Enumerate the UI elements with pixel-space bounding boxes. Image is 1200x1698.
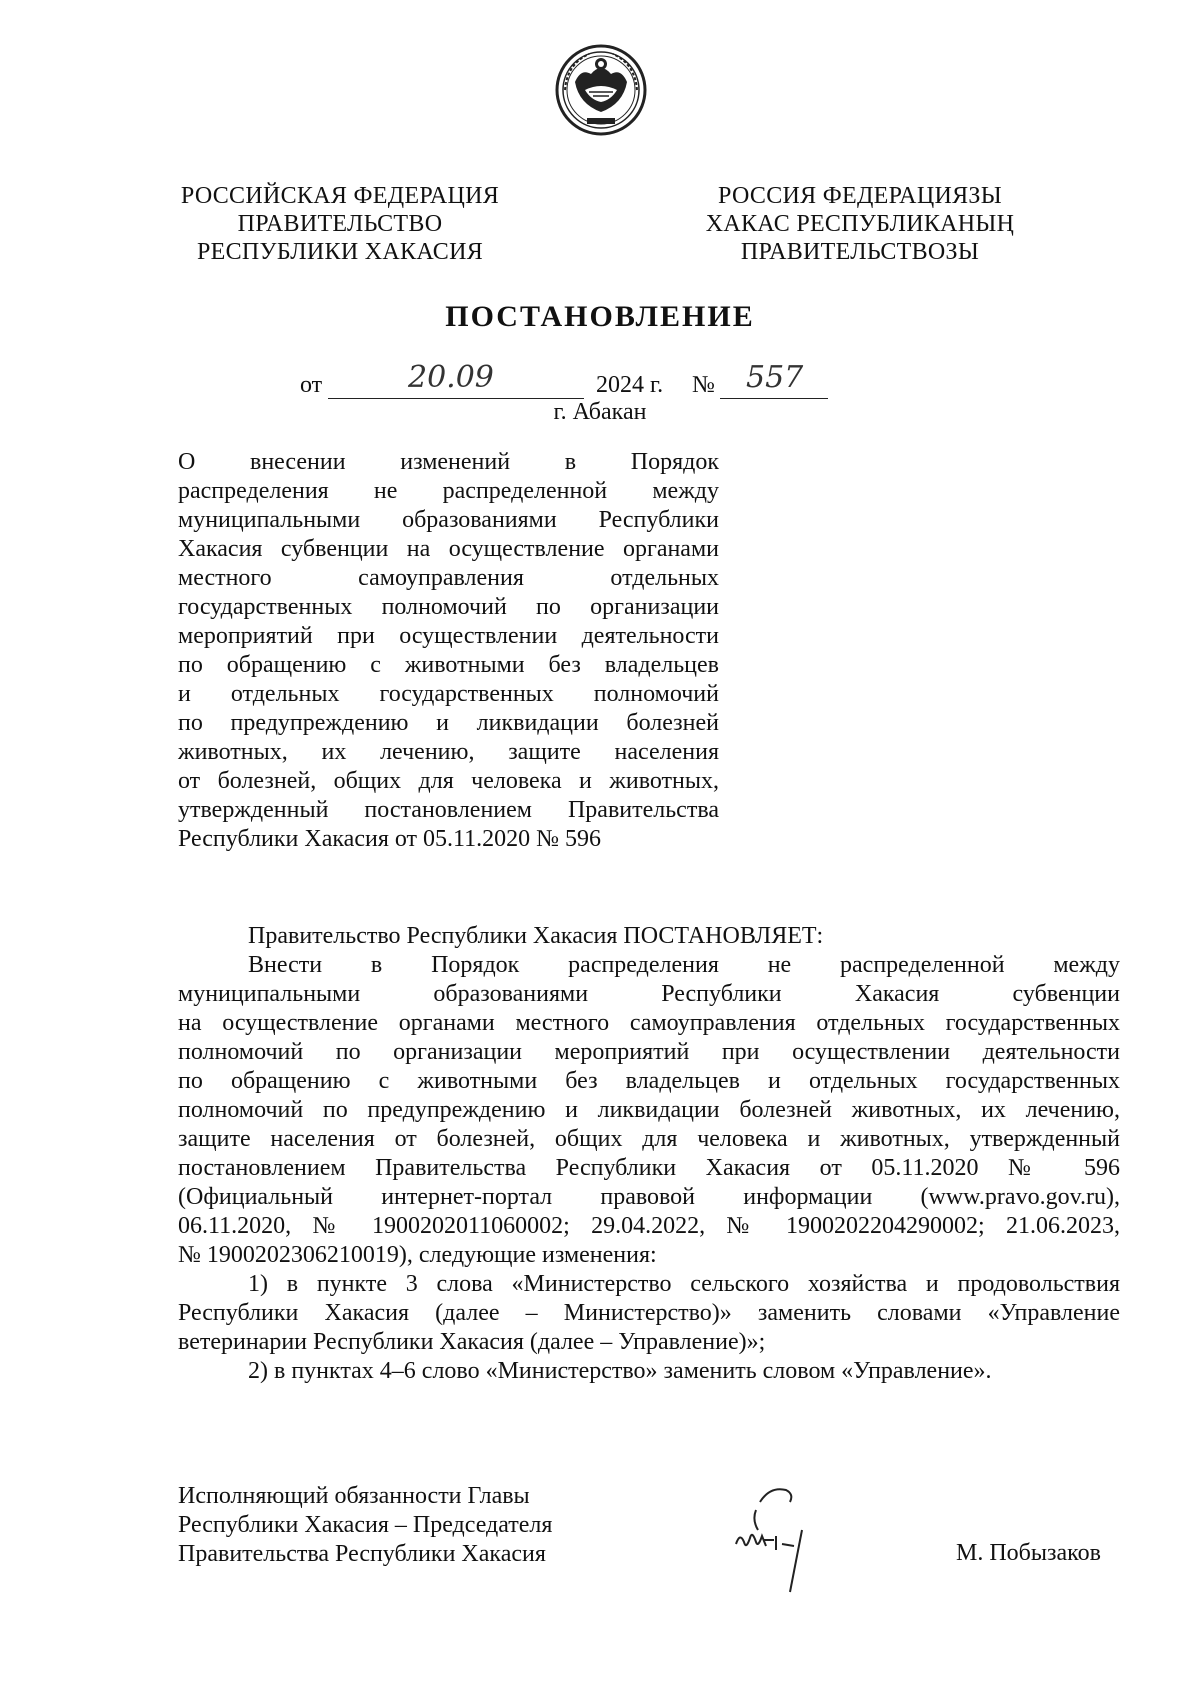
body-line: (Официальный интернет-портал правовой информации (www.pravo.gov.ru), bbox=[178, 1184, 1120, 1210]
subject-line: животных, их лечению, защите населения bbox=[178, 739, 719, 765]
number-label: № bbox=[692, 372, 715, 398]
body-line: постановлением Правительства Республики Хакасия от 05.11.2020 № 596 bbox=[178, 1155, 1120, 1181]
amendment-item-1 bbox=[178, 1270, 1120, 1357]
from-label: от bbox=[300, 372, 323, 398]
body-line: Республики Хакасия (далее – Министерство)» заменить словами «Управление bbox=[178, 1300, 1120, 1326]
subject-line: О внесении изменений в Порядок bbox=[178, 449, 719, 475]
body-line: 1) в пункте 3 слова «Министерство сельского хозяйства и продовольствия bbox=[248, 1271, 1120, 1297]
subject-line: распределения не распределенной между bbox=[178, 478, 719, 504]
body-line: Внести в Порядок распределения не распределенной между bbox=[248, 952, 1120, 978]
subject-line: Республики Хакасия от 05.11.2020 № 596 bbox=[178, 826, 602, 852]
body-line: по обращению с животными без владельцев и отдельных государственных bbox=[178, 1068, 1120, 1094]
position-line: Исполняющий обязанности Главы bbox=[178, 1483, 530, 1509]
subject-line: государственных полномочий по организации bbox=[178, 594, 719, 620]
subject-line: местного самоуправления отдельных bbox=[178, 565, 719, 591]
document-subject bbox=[178, 448, 719, 854]
header-left bbox=[160, 182, 520, 266]
body-line: муниципальными образованиями Республики Хакасия субвенции bbox=[178, 981, 1120, 1007]
document-body bbox=[178, 922, 1120, 1386]
body-line: полномочий по предупреждению и ликвидации болезней животных, их лечению, bbox=[178, 1097, 1120, 1123]
signatory-name: М. Побызаков bbox=[956, 1540, 1101, 1566]
header-left-line: РОССИЙСКАЯ ФЕДЕРАЦИЯ bbox=[180, 183, 500, 209]
main-paragraph bbox=[178, 951, 1120, 1270]
handwritten-date: 20.09 bbox=[408, 360, 494, 395]
body-line: на осуществление органами местного самоуправления отдельных государственных bbox=[178, 1010, 1120, 1036]
subject-line: и отдельных государственных полномочий bbox=[178, 681, 719, 707]
signatory-position bbox=[178, 1482, 598, 1569]
subject-line: по предупреждению и ликвидации болезней bbox=[178, 710, 719, 736]
coat-of-arms-emblem bbox=[555, 44, 647, 136]
amendment-item-2: 2) в пунктах 4–6 слово «Министерство» заменить словом «Управление». bbox=[248, 1358, 992, 1384]
body-line: защите населения от болезней, общих для человека и животных, утвержденный bbox=[178, 1126, 1120, 1152]
header-left-line: РЕСПУБЛИКИ ХАКАСИЯ bbox=[196, 239, 484, 265]
subject-line: мероприятий при осуществлении деятельности bbox=[178, 623, 719, 649]
header-right-line: РОССИЯ ФЕДЕРАЦИЯЗЫ bbox=[718, 183, 1002, 209]
subject-line: утвержденный постановлением Правительства bbox=[178, 797, 719, 823]
date-number-row bbox=[300, 360, 900, 400]
position-line: Правительства Республики Хакасия bbox=[178, 1541, 546, 1567]
body-line: 06.11.2020, № 1900202011060002; 29.04.2022, № 1900202204290002; 21.06.2023, bbox=[178, 1213, 1120, 1239]
body-line: № 1900202306210019), следующие изменения: bbox=[178, 1242, 657, 1268]
body-line: ветеринарии Республики Хакасия (далее – Управление)»; bbox=[178, 1329, 766, 1355]
city: г. Абакан bbox=[553, 399, 647, 425]
header-right bbox=[680, 182, 1040, 266]
body-line: полномочий по организации мероприятий при осуществлении деятельности bbox=[178, 1039, 1120, 1065]
year-label: 2024 г. bbox=[596, 372, 664, 398]
handwritten-signature bbox=[730, 1480, 830, 1600]
header-right-line: ПРАВИТЕЛЬСТВОЗЫ bbox=[740, 239, 980, 265]
handwritten-number: 557 bbox=[746, 360, 804, 395]
subject-line: от болезней, общих для человека и животных, bbox=[178, 768, 719, 794]
subject-line: по обращению с животными без владельцев bbox=[178, 652, 719, 678]
document-title: ПОСТАНОВЛЕНИЕ bbox=[445, 300, 755, 333]
subject-line: муниципальными образованиями Республики bbox=[178, 507, 719, 533]
header-left-line: ПРАВИТЕЛЬСТВО bbox=[237, 211, 443, 237]
preamble: Правительство Республики Хакасия ПОСТАНОВЛЯЕТ: bbox=[248, 923, 824, 949]
header-right-line: ХАКАС РЕСПУБЛИКАНЫҢ bbox=[705, 211, 1015, 237]
position-line: Республики Хакасия – Председателя bbox=[178, 1512, 553, 1538]
subject-line: Хакасия субвенции на осуществление органами bbox=[178, 536, 719, 562]
